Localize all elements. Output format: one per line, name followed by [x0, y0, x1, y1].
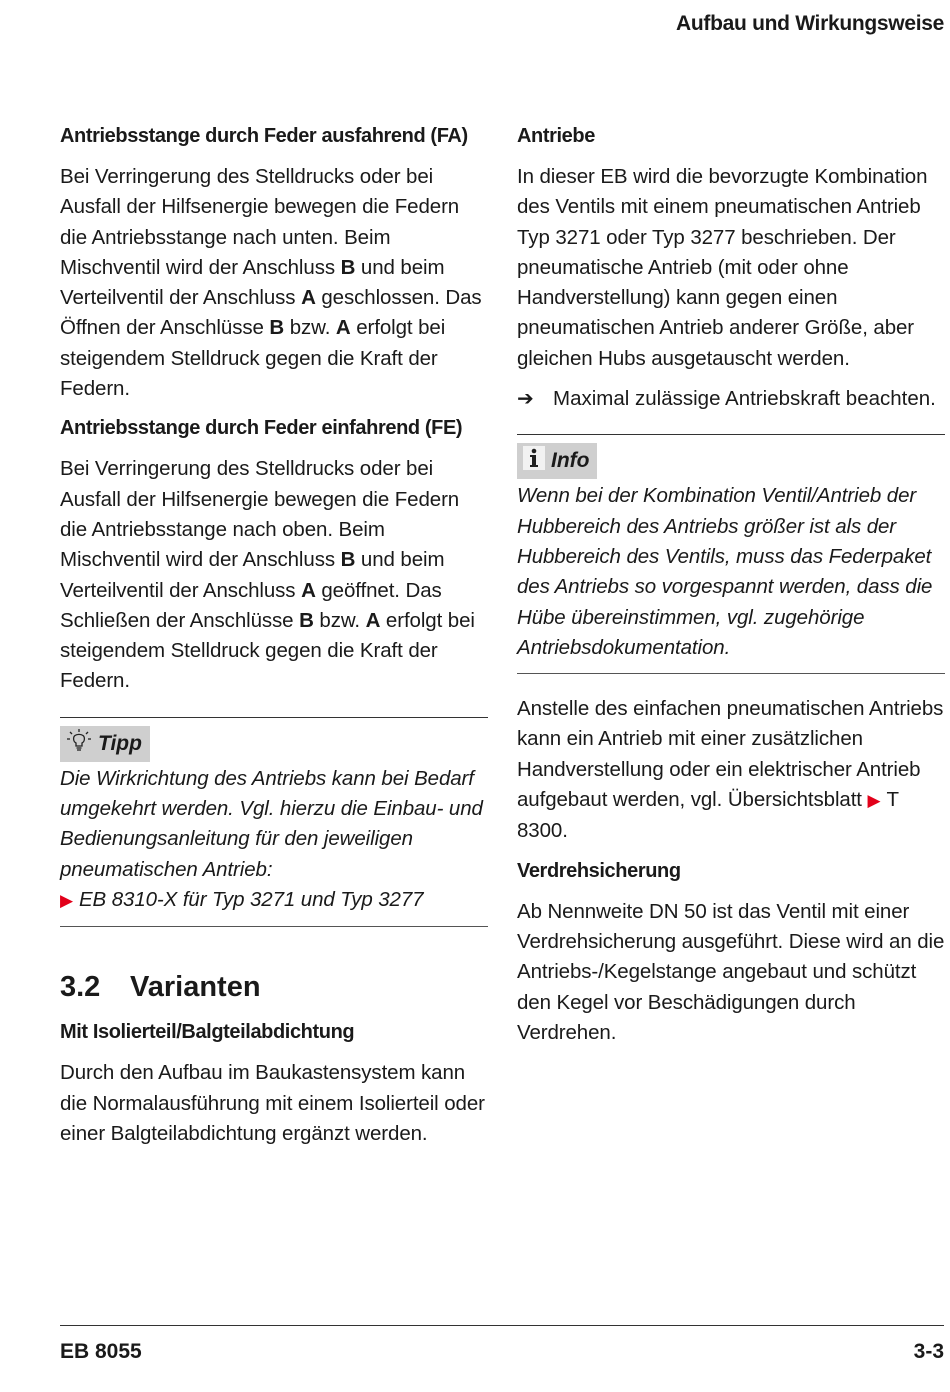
heading-fa: Antriebsstange durch Feder ausfahrend (FA) — [60, 125, 468, 147]
section-title — [60, 971, 488, 1004]
text-fragment: und beim Verteilventil der Anschluss — [60, 548, 445, 602]
footer-page-number: 3-3 — [913, 1340, 944, 1363]
text-fragment: Bei Verringerung des Stelldrucks oder bei Ausfall der Hilfsenergie bewegen die Federn die Antriebsstange nach unten. Beim Mischventil wird der Anschluss — [60, 165, 460, 279]
heading-verdreh: Verdrehsicherung — [517, 859, 681, 882]
port-label: B — [340, 548, 356, 572]
footer-document-id: EB 8055 — [60, 1340, 142, 1363]
paragraph-verdreh: Ab Nennweite DN 50 ist das Ventil mit einer Verdrehsicherung ausgeführt. Diese wird an die Antriebs-/Kegelstange angebaut und schützt den Kegel vor Beschädigungen durch Verdrehen. — [517, 899, 945, 1044]
heading-variant: Mit Isolierteil/Balgteilabdichtung — [60, 1021, 355, 1044]
heading-fe: Antriebsstange durch Feder einfahrend (FE) — [60, 417, 463, 440]
red-triangle-icon: ▶ — [867, 791, 881, 811]
info-label: Info — [551, 449, 590, 473]
port-label: A — [301, 286, 316, 310]
info-badge — [517, 443, 597, 479]
text-fragment: geschlossen. Das Öffnen der Anschlüsse — [60, 286, 482, 340]
bullet-text: Maximal zulässige Antriebskraft beachten. — [553, 387, 936, 411]
page-header-title: Aufbau und Wirkungsweise — [676, 12, 944, 35]
port-label: A — [301, 578, 316, 602]
footer-divider — [60, 1325, 944, 1326]
port-label: B — [340, 255, 356, 279]
heading-antriebe: Antriebe — [517, 125, 595, 147]
arrow-right-icon: ➔ — [517, 388, 534, 411]
text-fragment: erfolgt bei steigendem Stelldruck gegen die Kraft der Federn. — [60, 316, 446, 401]
tipp-badge — [60, 726, 150, 762]
tipp-reference-link[interactable]: EB 8310-X für Typ 3271 und Typ 3277 — [78, 887, 424, 911]
port-label: A — [335, 316, 351, 340]
divider — [517, 673, 945, 674]
left-column — [60, 122, 488, 1159]
lightbulb-icon — [66, 728, 92, 760]
text-fragment: Bei Verringerung des Stelldrucks oder bei Ausfall der Hilfsenergie bewegen die Federn die Antriebsstange nach oben. Beim Mischventil wird der Anschluss — [60, 457, 460, 572]
tipp-text: Die Wirkrichtung des Antriebs kann bei Bedarf umgekehrt werden. Vgl. hierzu die Einbau- und Bedienungsanleitung für den jeweiligen pneumatischen Antrieb: — [60, 766, 483, 881]
paragraph-fe — [60, 454, 488, 696]
text-fragment: Anstelle des einfachen pneumatischen Antriebs kann ein Antrieb mit einer zusätzlichen Handverstellung oder ein elektrischer Antrieb aufgebaut werden, vgl. Übersichtsblatt — [517, 697, 944, 812]
info-box — [517, 434, 945, 674]
tipp-box — [60, 717, 488, 927]
right-column — [517, 122, 945, 1058]
divider — [60, 926, 488, 927]
red-triangle-icon: ▶ — [60, 890, 73, 910]
port-label: B — [269, 316, 285, 340]
divider — [517, 434, 945, 435]
text-fragment: geöffnet. Das Schließen der Anschlüsse — [60, 578, 442, 632]
divider — [60, 717, 488, 718]
section-number: 3.2 — [60, 971, 101, 1004]
text-fragment: erfolgt bei steigendem Stelldruck gegen die Kraft der Federn. — [60, 608, 475, 693]
paragraph-anstelle — [517, 694, 945, 846]
paragraph-antriebe: In dieser EB wird die bevorzugte Kombination des Ventils mit einem pneumatischen Antrieb Typ 3271 oder Typ 3277 beschrieben. Der pneumatische Antrieb (mit oder ohne Handverstellung) kann gegen einen pneumatischen Antrieb anderer Größe, aber gleichen Hubs ausgetauscht werden. — [517, 165, 928, 370]
tipp-label: Tipp — [98, 731, 142, 755]
paragraph-variant: Durch den Aufbau im Baukastensystem kann die Normalausführung mit einem Isolierteil oder einer Balgteilabdichtung ergänzt werden. — [60, 1061, 485, 1145]
paragraph-fa — [60, 162, 488, 404]
info-text: Wenn bei der Kombination Ventil/Antrieb der Hubbereich des Antriebs größer ist als der Hubbereich des Ventils, muss das Federpaket des Antriebs so vorgespannt werden, dass die Hübe übereinstimmen, vgl. zugehörige Antriebsdokumentation. — [517, 484, 933, 659]
reference-link[interactable]: T 8300. — [517, 788, 899, 843]
bullet-item — [517, 384, 945, 414]
text-fragment: und beim Verteilventil der Anschluss — [60, 255, 445, 310]
section-name: Varianten — [130, 971, 261, 1004]
info-icon — [523, 446, 545, 476]
tipp-link-row — [60, 885, 488, 916]
port-label: A — [365, 608, 381, 632]
text-fragment: bzw. — [284, 316, 336, 340]
text-fragment: bzw. — [313, 608, 366, 632]
port-label: B — [299, 608, 314, 632]
